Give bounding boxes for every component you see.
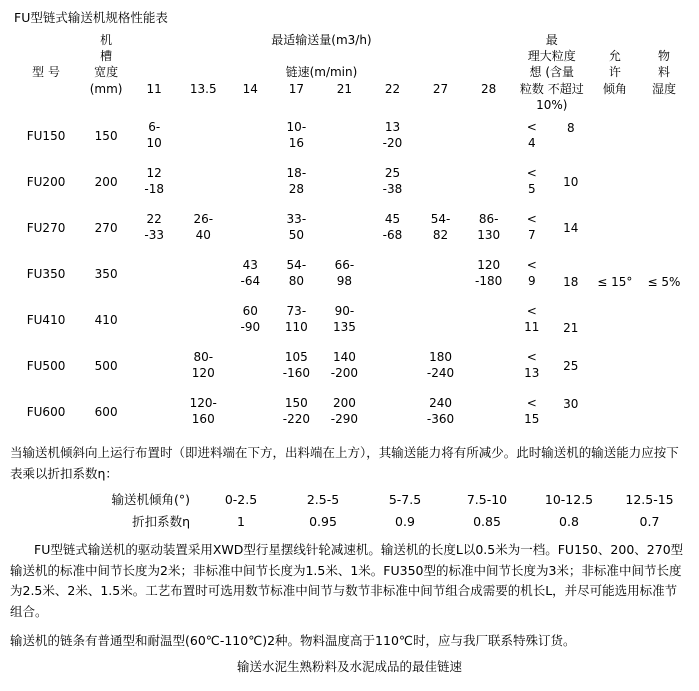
- coef-angle-value: 10-12.5: [544, 491, 594, 507]
- row-v22: 45 -68: [382, 212, 403, 242]
- row-allow: 8: [566, 120, 575, 135]
- row-v22: [368, 297, 416, 343]
- coef-factor-value: 1: [237, 513, 245, 529]
- row-v14: 43 -64: [240, 258, 261, 288]
- row-v135: [178, 297, 228, 343]
- spec-table: [10, 32, 689, 435]
- row-v14: [228, 113, 272, 159]
- table-row: [10, 113, 689, 159]
- row-v22: [368, 389, 416, 435]
- chain-speed-27: 27: [432, 81, 449, 96]
- row-v21: 90- 135: [332, 304, 356, 334]
- chain-speed-14: 14: [242, 81, 258, 96]
- row-v28: 86- 130: [477, 212, 501, 242]
- row-particle: < 4: [526, 120, 537, 150]
- coef-factor-label: 折扣系数η: [132, 514, 190, 530]
- coef-angle-value: 2.5-5: [306, 491, 340, 507]
- coef-factor-value: 0.85: [473, 513, 501, 529]
- row-v14: [228, 205, 272, 251]
- row-particle: < 7: [526, 212, 537, 242]
- note-incline-capacity: 当输送机倾斜向上运行布置时（即进料端在下方，出料端在上方），其输送能力将有所减少。此时输送机的输送能力应按下表乘以折扣系数η：: [10, 444, 679, 481]
- row-v21: 66- 98: [334, 258, 355, 288]
- chain-speed-28: 28: [481, 81, 497, 96]
- chain-speed-13-5: 13.5: [189, 81, 217, 96]
- note-chain-temperature: 输送机的链条有普通型和耐温型(60℃-110℃)2种。物料温度高于110℃时，应与我厂联系特殊订货。: [10, 632, 576, 648]
- row-v21: [320, 205, 368, 251]
- row-humidity: [639, 113, 689, 159]
- row-v28: [465, 343, 513, 389]
- capacity-header: 最适输送量(m3/h): [271, 33, 372, 47]
- row-v17: 54- 80: [286, 258, 307, 288]
- row-angle: ≤ 15°: [597, 274, 633, 289]
- row-v21: [320, 159, 368, 205]
- row-v14: [228, 159, 272, 205]
- row-particle: < 13: [524, 350, 540, 380]
- chain-speed-17: 17: [288, 81, 304, 96]
- row-v135: 120- 160: [189, 396, 217, 426]
- row-v28: [465, 159, 513, 205]
- row-v21: [320, 113, 368, 159]
- row-v28: [465, 389, 513, 435]
- row-v14: 60 -90: [240, 304, 261, 334]
- coef-angle-label: 输送机倾角(°): [111, 492, 190, 508]
- row-v27: [417, 159, 465, 205]
- row-model: FU350: [26, 266, 66, 281]
- coef-factor-value: 0.8: [559, 513, 579, 529]
- row-v11: 6- 10: [146, 120, 162, 150]
- row-model: FU200: [26, 174, 66, 189]
- row-width: 200: [94, 174, 118, 189]
- row-v27: [417, 251, 465, 297]
- particle-header-line4: 粒数 不超过: [519, 81, 584, 96]
- row-v22: 13 -20: [382, 120, 403, 150]
- row-v135: 26- 40: [193, 212, 214, 242]
- row-width: 350: [94, 266, 118, 281]
- row-allow: 21: [563, 320, 579, 335]
- material-header-line1: 物: [657, 49, 670, 64]
- width-header-line2: 槽: [100, 49, 113, 64]
- row-humidity: ≤ 5%: [647, 274, 681, 289]
- spec-header-row-4: [10, 81, 689, 97]
- row-humidity: [639, 159, 689, 205]
- row-model: FU600: [26, 404, 66, 419]
- row-angle: [591, 159, 639, 205]
- width-header-line4: (mm): [89, 81, 123, 96]
- chain-speed-21: 21: [336, 81, 353, 96]
- row-v11: [130, 343, 178, 389]
- spec-header-row-1: [10, 32, 689, 48]
- particle-header-line5: 10%): [536, 97, 568, 112]
- row-v17: 73- 110: [284, 304, 308, 334]
- row-v22: 25 -38: [382, 166, 403, 196]
- model-header: 型 号: [32, 65, 60, 80]
- row-v14: [228, 343, 272, 389]
- material-header-line2: 料: [657, 65, 670, 80]
- row-v28: 120 -180: [475, 258, 503, 288]
- row-angle: [591, 297, 639, 343]
- row-v28: [465, 113, 513, 159]
- row-v14: [228, 389, 272, 435]
- row-v27: 54- 82: [430, 212, 451, 242]
- row-width: 500: [94, 358, 118, 373]
- spec-header-row-2: [10, 48, 689, 64]
- row-model: FU410: [26, 312, 66, 327]
- row-angle: [591, 389, 639, 435]
- row-v27: [417, 113, 465, 159]
- allow-header-line2: 许: [608, 65, 621, 80]
- row-v17: 105 -160: [282, 350, 310, 380]
- row-v11: [130, 297, 178, 343]
- row-humidity: [639, 297, 689, 343]
- note-drive-and-length: FU型链式输送机的驱动装置采用XWD型行星摆线针轮减速机。输送机的长度L以0.5米为一档。FU150、200、270型输送机的标准中间节长度为2米；非标准中间节长度为1.5米、1米。FU350型的标准中间节长度为3米；非标准中间节长度为2.5米、2米、1.5米。工艺布置时可选用数节标准中间节与数节非标准中间节组合成需要的机长L，并尽可能选用标准节组合。: [10, 542, 684, 620]
- particle-header-line2: 理大粒度: [527, 49, 576, 64]
- row-v135: [178, 113, 228, 159]
- row-allow: 10: [563, 174, 579, 189]
- coef-factor-value: 0.7: [639, 513, 660, 529]
- row-v27: [417, 297, 465, 343]
- table-row: [10, 297, 689, 343]
- row-v11: 12 -18: [144, 166, 164, 196]
- coef-factor-value: 0.95: [309, 513, 337, 529]
- row-particle: < 9: [526, 258, 537, 288]
- row-model: FU270: [26, 220, 66, 235]
- row-allow: 25: [563, 358, 579, 373]
- row-allow: 30: [563, 396, 579, 411]
- coef-factor-value: 0.9: [395, 513, 415, 529]
- page-title: FU型链式输送机规格性能表: [14, 10, 168, 25]
- chain-speed-11: 11: [146, 81, 162, 96]
- chain-speed-22: 22: [384, 81, 401, 96]
- row-width: 150: [94, 128, 118, 143]
- row-angle: [591, 343, 639, 389]
- row-v21: 140 -200: [330, 350, 359, 380]
- row-particle: < 5: [526, 166, 537, 196]
- row-width: 270: [94, 220, 118, 235]
- row-angle: [591, 205, 639, 251]
- row-v135: [178, 251, 228, 297]
- row-v22: [368, 343, 416, 389]
- row-model: FU150: [26, 128, 66, 143]
- discount-coefficient-table: [10, 488, 689, 532]
- row-v17: 18- 28: [286, 166, 307, 196]
- allow-header-line1: 允: [608, 49, 621, 64]
- spec-header-row-3: [10, 64, 689, 80]
- table-row: [10, 205, 689, 251]
- row-width: 410: [94, 312, 118, 327]
- row-v11: [130, 389, 178, 435]
- row-v27: 240 -360: [426, 396, 455, 426]
- row-v135: [178, 159, 228, 205]
- row-width: 600: [94, 404, 118, 419]
- particle-header-line1: 最: [545, 33, 558, 47]
- width-header-line1: 机: [100, 33, 113, 47]
- row-v17: 33- 50: [286, 212, 307, 242]
- width-header-line3: 宽度: [94, 65, 119, 80]
- row-humidity: [639, 389, 689, 435]
- row-v21: 200 -290: [330, 396, 359, 426]
- row-model: FU500: [26, 358, 66, 373]
- row-v22: [368, 251, 416, 297]
- table-row: [10, 159, 689, 205]
- coef-angle-value: 12.5-15: [625, 491, 674, 507]
- row-humidity: [639, 343, 689, 389]
- row-allow: 14: [563, 220, 579, 235]
- row-v27: 180 -240: [426, 350, 455, 380]
- coef-angle-value: 5-7.5: [388, 491, 422, 507]
- row-particle: < 15: [524, 396, 540, 426]
- row-humidity: [639, 205, 689, 251]
- coef-angle-value: 0-2.5: [224, 491, 258, 507]
- particle-header-line3: 想 (含量: [529, 65, 575, 80]
- material-header-line3: 湿度: [651, 81, 676, 96]
- table-row: [10, 251, 689, 297]
- row-allow: 18: [563, 274, 579, 289]
- row-v11: [130, 251, 178, 297]
- coef-angle-value: 7.5-10: [466, 491, 508, 507]
- spec-header-row-5: [10, 97, 689, 113]
- row-angle: [591, 113, 639, 159]
- table-row: [10, 343, 689, 389]
- row-v28: [465, 297, 513, 343]
- coef-row-factor: [10, 510, 689, 532]
- coef-row-angle: [10, 488, 689, 510]
- row-particle: < 11: [524, 304, 540, 334]
- row-v17: 10- 16: [286, 120, 307, 150]
- footer-caption: 输送水泥生熟粉料及水泥成品的最佳链速: [236, 659, 462, 675]
- row-v135: 80- 120: [191, 350, 215, 380]
- row-v11: 22 -33: [144, 212, 164, 242]
- row-v17: 150 -220: [282, 396, 310, 426]
- table-row: [10, 389, 689, 435]
- allow-header-line3: 倾角: [602, 81, 627, 96]
- chain-speed-header: 链速(m/min): [285, 65, 358, 80]
